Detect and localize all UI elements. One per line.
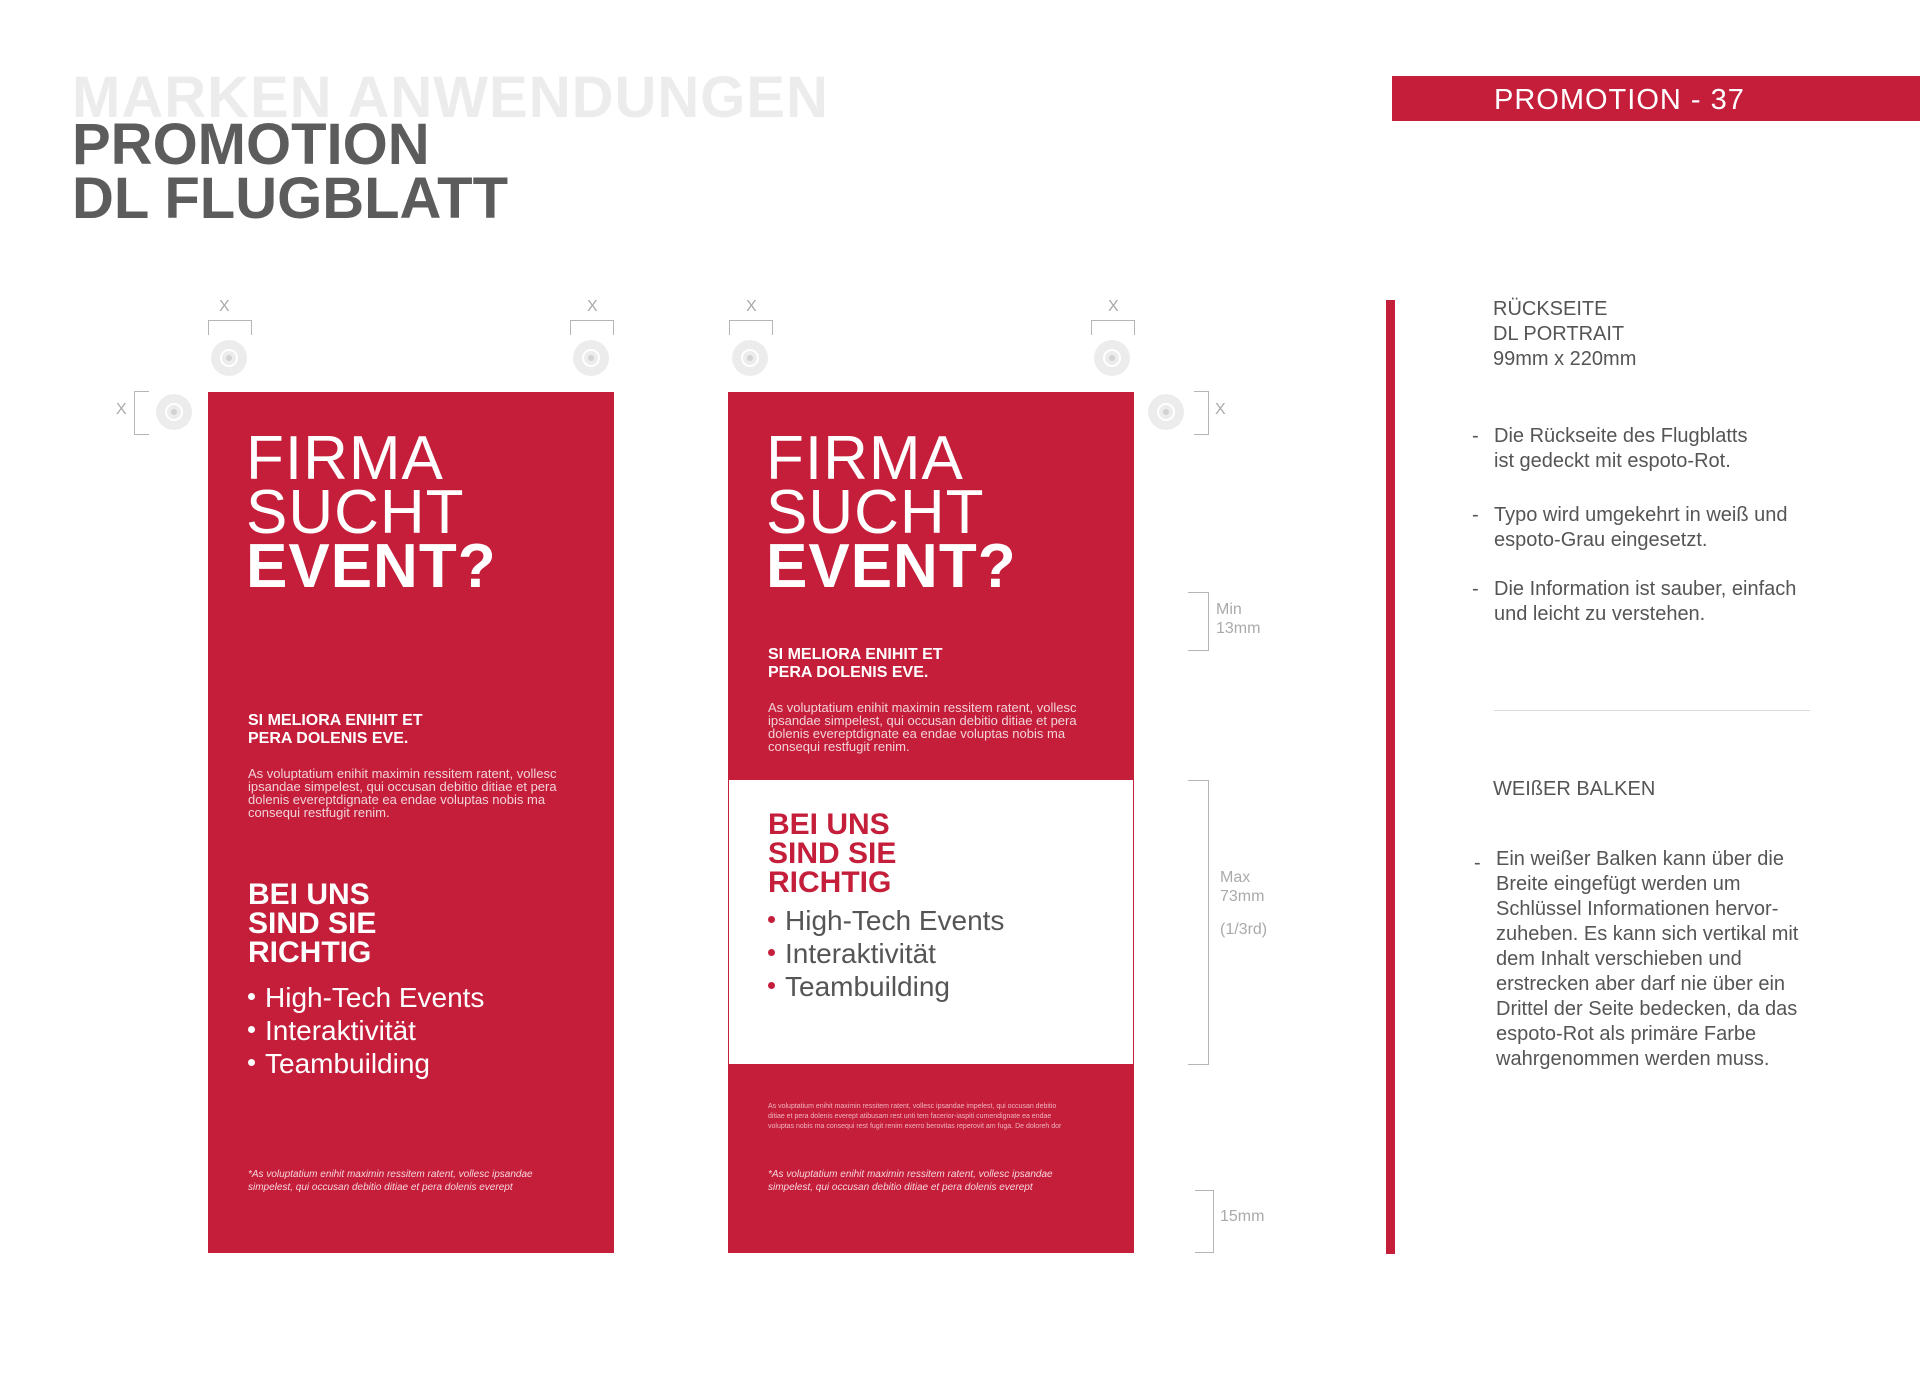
bullet-item: Interaktivität [248, 1014, 484, 1047]
max-value: 73mm [1220, 888, 1265, 905]
flyer-bullet-list [248, 981, 484, 1080]
flyer-title-line3: EVENT? [766, 532, 1017, 601]
margin-gear-icon [573, 340, 609, 376]
bottom-measurement: 15mm [1220, 1208, 1265, 1225]
max-label: Max [1220, 869, 1251, 886]
bullet-item: Teambuilding [248, 1047, 484, 1080]
min-measurement [1216, 600, 1260, 638]
bullet-item: High-Tech Events [768, 904, 1004, 937]
bullet-dot-icon [248, 993, 255, 1000]
spec-line1: RÜCKSEITE [1493, 298, 1608, 320]
flyer-bullet-list [768, 904, 1004, 1003]
page-title [72, 112, 508, 231]
flyer-title-line1: FIRMA [246, 424, 444, 493]
page-tag-label: PROMOTION - 37 [1494, 84, 1745, 116]
flyer-title-line2: SUCHT [766, 478, 985, 547]
benefit-line1: BEI UNS [248, 878, 370, 911]
white-bar [729, 780, 1133, 1064]
flyer-benefit-heading [248, 880, 376, 967]
margin-x-label: X [587, 298, 598, 315]
flyer-subhead-line1: SI MELIORA ENIHIT ET [768, 646, 943, 663]
spec-line2: DL PORTRAIT [1493, 323, 1625, 345]
bullet-item: Teambuilding [768, 970, 1004, 1003]
flyer-back-full-red [208, 392, 614, 1253]
max-measurement [1220, 868, 1267, 939]
bullet-dot-icon [248, 1026, 255, 1033]
margin-gear-icon [156, 394, 192, 430]
bullet-dot-icon [768, 982, 775, 989]
min-label: Min [1216, 601, 1242, 618]
margin-bracket [208, 320, 252, 335]
bullet-dot-icon [768, 916, 775, 923]
flyer-footnote: *As voluptatium enihit maximin ressitem ratent, vollesc ipsandae simpelest, qui occusan debitio ditiae et pera dolenis everept [248, 1169, 533, 1193]
max-fraction: (1/3rd) [1220, 921, 1268, 938]
margin-x-label: X [1108, 298, 1119, 315]
section-kicker: MARKEN ANWENDUNGEN [72, 65, 829, 130]
spec-line3: 99mm x 220mm [1493, 348, 1637, 370]
flyer-title-line3: EVENT? [246, 532, 497, 601]
bullet-item: High-Tech Events [248, 981, 484, 1014]
bottom-bracket [1195, 1190, 1214, 1253]
bullet-item: Interaktivität [768, 937, 1004, 970]
flyer-subhead-line1: SI MELIORA ENIHIT ET [248, 712, 423, 729]
margin-bracket [570, 320, 614, 335]
page-title-line1: PROMOTION [72, 112, 430, 177]
margin-gear-icon [1148, 394, 1184, 430]
margin-x-label: X [1215, 401, 1226, 418]
flyer-footnote: *As voluptatium enihit maximin ressitem ratent, vollesc ipsandae simpelest, qui occusan debitio ditiae et pera dolenis everept [768, 1169, 1053, 1193]
bullet-dot-icon [768, 949, 775, 956]
margin-bracket [729, 320, 773, 335]
spec-point: - Die Information ist sauber, einfach und leicht zu verstehen. [1472, 578, 1797, 625]
white-bar-heading: WEIßER BALKEN [1493, 778, 1656, 800]
benefit-line3: RICHTIG [248, 936, 372, 969]
flyer-back-white-bar [728, 392, 1134, 1253]
margin-bracket [134, 391, 149, 435]
margin-x-label: X [116, 401, 127, 418]
section-divider [1494, 710, 1810, 711]
bullet-dot-icon [248, 1059, 255, 1066]
margin-x-label: X [219, 298, 230, 315]
page-title-line2: DL FLUGBLATT [72, 166, 508, 231]
flyer-body-text: As voluptatium enihit maximin ressitem ratent, vollesc ipsandae simpelest, qui occusan debitio ditiae et pera dolenis evereptdignate ea endae voluptas nobis ma consequi restfugit renim. [768, 700, 1077, 754]
accent-rule [1386, 300, 1395, 1254]
benefit-line1: BEI UNS [768, 808, 890, 841]
flyer-title-line1: FIRMA [766, 424, 964, 493]
min-bracket [1188, 592, 1209, 651]
flyer-subhead-line2: PERA DOLENIS EVE. [768, 664, 929, 681]
max-bracket [1188, 780, 1209, 1065]
benefit-line3: RICHTIG [768, 866, 892, 899]
margin-x-label: X [746, 298, 757, 315]
margin-gear-icon [211, 340, 247, 376]
margin-gear-icon [732, 340, 768, 376]
flyer-title-line2: SUCHT [246, 478, 465, 547]
white-bar-description: - Ein weißer Balken kann über die Breite eingefügt werden um Schlüssel Informationen hervor- zuheben. Es kann sich vertikal mit dem Inhalt verschieben und erstrecken aber darf nie über ein Drittel der Seite bedecken, da das espoto-Rot als primäre Farbe wahrgenommen werden muss. [1474, 848, 1799, 1070]
flyer-subhead [248, 712, 423, 748]
margin-gear-icon [1094, 340, 1130, 376]
spec-point: - Die Rückseite des Flugblatts ist gedeckt mit espoto-Rot. [1472, 425, 1748, 472]
flyer-subhead [768, 646, 943, 682]
benefit-line2: SIND SIE [768, 837, 897, 870]
flyer-body-text: As voluptatium enihit maximin ressitem ratent, vollesc ipsandae simpelest, qui occusan debitio ditiae et pera dolenis evereptdignate ea endae voluptas nobis ma consequi restfugit renim. [248, 766, 557, 820]
margin-bracket [1194, 391, 1209, 435]
min-value: 13mm [1216, 620, 1261, 637]
page-tag [1392, 76, 1920, 121]
flyer-fine-print: As voluptatium enihit maximin ressitem ratent, vollesc ipsandae impelest, qui occusan debitio ditiae et pera dolenis everept atibusam rest unti tem facerior-iaspiti cumendignate ea endae voluptas nobis ma consequi rest fugit renim exerro berovitas reperovit am fuga. De doloreh dor [768, 1103, 1062, 1130]
margin-bracket [1091, 320, 1135, 335]
flyer-subhead-line2: PERA DOLENIS EVE. [248, 730, 409, 747]
benefit-line2: SIND SIE [248, 907, 377, 940]
spec-heading [1493, 297, 1636, 372]
flyer-benefit-heading [768, 810, 896, 897]
spec-point: - Typo wird umgekehrt in weiß und espoto-Grau eingesetzt. [1472, 504, 1788, 551]
